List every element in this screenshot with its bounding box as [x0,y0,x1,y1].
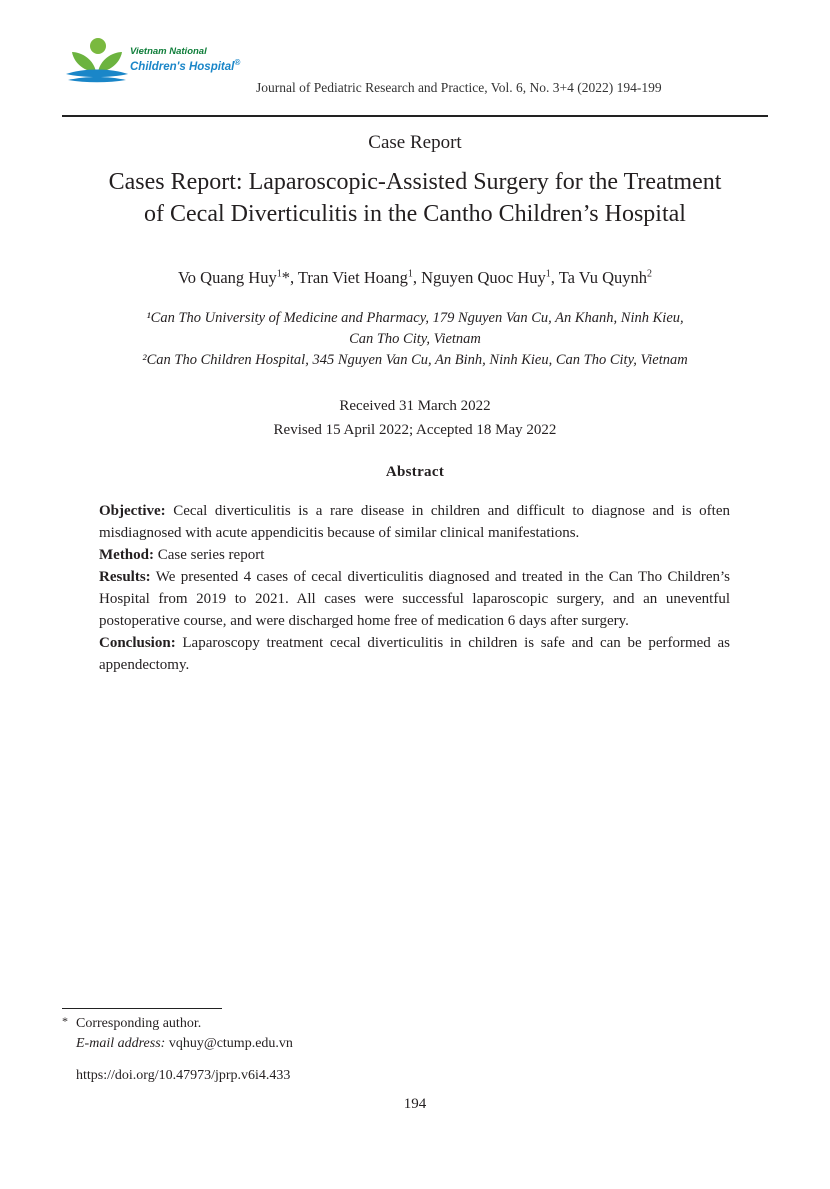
author-affiliation-mark: 1 [276,268,282,280]
author-name: Vo Quang Huy [178,268,277,287]
author-list: Vo Quang Huy$^1$*, Tran Viet Hoang$^1$, Nguyen Quoc Huy$^1$, Ta Vu Quynh$^2$ [178,268,652,287]
author-affiliation-mark: 2 [647,268,652,280]
corresponding-email: E-mail address: vqhuy@ctump.edu.vn [76,1036,293,1051]
affiliation-2: ²Can Tho Children Hospital, 345 Nguyen Van Cu, An Binh, Ninh Kieu, Can Tho City, Vietnam [142,352,688,368]
doi-link[interactable]: https://doi.org/10.47973/jprp.v6i4.433 [76,1068,291,1083]
received-date: Received 31 March 2022 [339,398,491,414]
author-name: Ta Vu Quynh [558,268,647,287]
logo-text-line1: Vietnam National [130,46,207,57]
footnote-rule [62,1008,222,1009]
author-name: Nguyen Quoc Huy [421,268,546,287]
revised-accepted-date: Revised 15 April 2022; Accepted 18 May 2022 [273,422,557,438]
title-line-1: Cases Report: Laparoscopic-Assisted Surgery for the Treatment [108,169,722,195]
corresponding-author-note: Corresponding author. [76,1016,202,1031]
title-line-2: of Cecal Diverticulitis in the Cantho Children’s Hospital [144,201,686,227]
page-number: 194 [403,1096,427,1112]
affiliation-1: ¹Can Tho University of Medicine and Pharmacy, 179 Nguyen Van Cu, An Khanh, Ninh Kieu, Can Tho City, Vietnam [146,310,684,347]
footnote-mark: * [62,1014,68,1028]
abstract-objective: Objective: Cecal diverticulitis is a rare disease in children and difficult to diagnose and is often misdiagnosed with acute appendicitis because of similar clinical manifestations. [99,503,730,541]
abstract-results: Results: We presented 4 cases of cecal diverticulitis diagnosed and treated in the Can Tho Children’s Hospital from 2019 to 2021. All cases were successful laparoscopic surgery, and an uneventful postoperative course, and were discharged home free of medication 6 days after surgery. [99,569,730,629]
journal-citation: Journal of Pediatric Research and Practice, Vol. 6, No. 3+4 (2022) 194-199 [256,80,662,95]
author-affiliation-mark: 1 [407,268,413,280]
abstract-heading: Abstract [385,464,445,480]
abstract-conclusion: Conclusion: Laparoscopy treatment cecal diverticulitis in children is safe and can be performed as appendectomy. [99,635,730,673]
author-name: Tran Viet Hoang [297,268,408,287]
article-type: Case Report [368,132,462,153]
abstract-method: Method: Case series report [99,547,265,563]
email-link[interactable]: vqhuy@ctump.edu.vn [168,1036,293,1051]
logo-text-line2: Children's Hospital® [130,58,241,73]
abstract-body [99,500,730,676]
corresponding-mark: * [281,268,290,287]
article-title [40,166,790,230]
header-rule [62,115,768,117]
author-affiliation-mark: 1 [545,268,551,280]
